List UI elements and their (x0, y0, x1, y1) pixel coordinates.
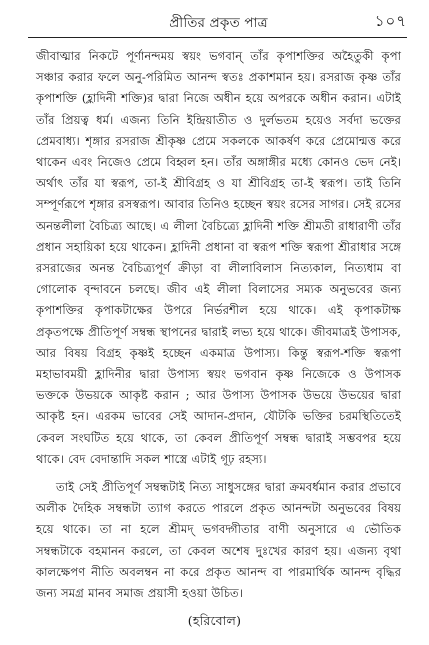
paragraph-1: জীবাত্মার নিকটে পূর্ণানন্দময় স্বয়ং ভগবান্‌ তাঁর কৃপাশক্তির অহৈতুকী কৃপা সঞ্চার করার ফলে অনু-পরিমিত আনন্দ স্বতঃ প্রকাশমান হয়। রসরাজ কৃষ্ণ তাঁর কৃপাশক্তি (হ্লাদিনী শক্তি)র দ্বারা নিজে অধীন হয়ে অপরকে অধীন করান। এটাই তাঁর প্রিয়ত্ব ধর্ম। এজন্য তিনি ইন্দ্রিয়াতীত ও দুর্লভতম হয়েও সর্বদা ভক্তের প্রেমবাধ্য। শৃঙ্গার রসরাজ শ্রীকৃষ্ণ প্রেমে সকলকে আকর্ষণ করে প্রেমোন্মত্ত করে থাকেন এবং নিজেও প্রেমে বিহ্বল হন। তাঁর অঙ্গাঙ্গীর মধ্যে কোনও ভেদ নেই। অর্থাৎ তাঁর যা স্বরূপ, তা-ই শ্রীবিগ্রহ ও যা শ্রীবিগ্রহ তা-ই স্বরূপ। তাই তিনি সম্পূর্ণরূপে শৃঙ্গার রসস্বরূপ। আবার তিনিও হচ্ছেন স্বয়ং রসের সাগর। সেই রসের অনন্তলীলা বৈচিত্র্য আছে। এ লীলা বৈচিত্র্যে হ্লাদিনী শক্তি শ্রীমতী রাধারাণী তাঁর প্রধান সহায়িকা হয়ে থাকেন। হ্লাদিনী প্রধানা বা স্বরূপ শক্তি স্বরূপা শ্রীরাধার সঙ্গে রসরাজের অনন্ত বৈচিত্র্যপূর্ণ ক্রীড়া বা লীলাবিলাস নিত্যকাল, নিত্যধাম বা গোলোক বৃন্দাবনে চলছে। জীব এই লীলা বিলাসের সম্যক অনুভবের জন্য কৃপাশক্তির কৃপাকটাক্ষের উপরে নির্ভরশীল হয়ে থাকে। এই কৃপাকটাক্ষ প্রকৃতপক্ষে প্রীতিপূর্ণ সম্বন্ধ স্থাপনের দ্বারাই লভ্য হয়ে থাকে। জীবমাত্রই উপাসক, আর বিষয় বিগ্রহ কৃষ্ণই হচ্ছেন একমাত্র উপাস্য। কিন্তু স্বরূপ-শক্তি স্বরূপা মহাভাবময়ী হ্লাদিনীর দ্বারা উপাস্য স্বয়ং ভগবান কৃষ্ণ নিজেকে ও উপাসক ভক্তকে উভয়কে আকৃষ্ট করান ; আর উপাস্য উপাসক উভয়ে উভয়ের দ্বারা আকৃষ্ট হন। এরকম ভাবের সেই আদান-প্রদান, যৌটকি ভক্তির চরমস্থিতিতেই কেবল সংঘটিত হয়ে থাকে, তা কেবল প্রীতিপূর্ণ সম্বন্ধ দ্বারাই সম্ভবপর হয়ে থাকে। বেদ বেদান্তাদি সকল শাস্ত্রে এটাই গূঢ় রহস্য। (36, 49, 401, 466)
running-title: প্রীতির প্রকৃত পাত্র (169, 15, 268, 31)
page-body (36, 46, 401, 604)
header-divider (28, 37, 407, 38)
page-header (30, 10, 407, 38)
closing-mark: (হরিবোল) (187, 613, 242, 628)
page-number: ১০৭ (374, 12, 407, 30)
paragraph-2: তাই সেই প্রীতিপূর্ণ সম্বন্ধটাই নিত্য সাধুসঙ্গের দ্বারা ক্রমবর্ধমান করার প্রভাবে অলীক দৈহিক সম্বন্ধটা ত্যাগ করতে পারলে প্রকৃত আনন্দটা অনুভবের বিষয় হয়ে থাকে। তা না হলে শ্রীমদ্‌ ভগবদ্গীতার বাণী অনুসারে এ ভৌতিক সম্বন্ধটাকে বহমানন করলে, তা কেবল অশেষ দুঃখের কারণ হয়। এজন্য বৃথা কালক্ষেপণ নীতি অবলম্বন না করে প্রকৃত আনন্দ বা পারমার্থিক আনন্দ বৃদ্ধির জন্য সমগ্র মানব সমাজ প্রয়াসী হওয়া উচিত। (36, 480, 401, 601)
